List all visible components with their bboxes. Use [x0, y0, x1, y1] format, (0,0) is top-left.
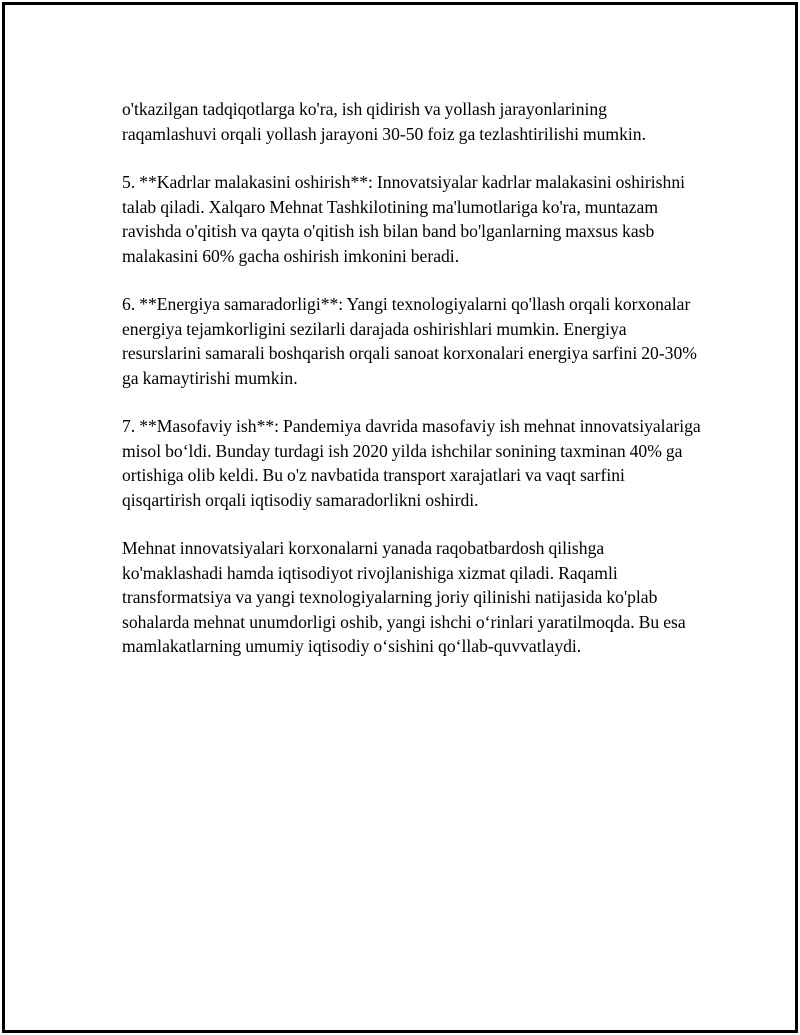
- page-frame: [2, 2, 798, 1033]
- paragraph-remote-work: 7. **Masofaviy ish**: Pandemiya davrida masofaviy ish mehnat innovatsiyalariga misol bo‘ldi. Bunday turdagi ish 2020 yilda ishchilar sonining taxminan 40% ga ortishiga olib keldi. Bu o'z navbatida transport xarajatlari va vaqt sarfini qisqartirish orqali iqtisodiy samaradorlikni oshirdi.: [122, 416, 701, 510]
- paragraph-conclusion: Mehnat innovatsiyalari korxonalarni yanada raqobatbardosh qilishga ko'maklashadi hamda iqtisodiyot rivojlanishiga xizmat qiladi. Raqamli transformatsiya va yangi texnologiyalarning joriy qilinishi natijasida ko'plab sohalarda mehnat unumdorligi oshib, yangi ishchi o‘rinlari yaratilmoqda. Bu esa mamlakatlarning umumiy iqtisodiy o‘sishini qo‘llab-quvvatlaydi.: [122, 538, 686, 656]
- document-body: [122, 97, 702, 683]
- paragraph-staff-qualification: 5. **Kadrlar malakasini oshirish**: Innovatsiyalar kadrlar malakasini oshirishni talab qiladi. Xalqaro Mehnat Tashkilotining ma'lumotlariga ko'ra, muntazam ravishda o'qitish va qayta o'qitish ish bilan band bo'lganlarning maxsus kasb malakasini 60% gacha oshirish imkonini beradi.: [122, 172, 686, 266]
- paragraph-recruitment-continuation: o'tkazilgan tadqiqotlarga ko'ra, ish qidirish va yollash jarayonlarining raqamlashuvi orqali yollash jarayoni 30-50 foiz ga tezlashtirilishi mumkin.: [122, 99, 647, 144]
- paragraph-energy-efficiency: 6. **Energiya samaradorligi**: Yangi texnologiyalarni qo'llash orqali korxonalar energiya tejamkorligini sezilarli darajada oshirishlari mumkin. Energiya resurslarini samarali boshqarish orqali sanoat korxonalari energiya sarfini 20-30% ga kamaytirishi mumkin.: [122, 294, 697, 388]
